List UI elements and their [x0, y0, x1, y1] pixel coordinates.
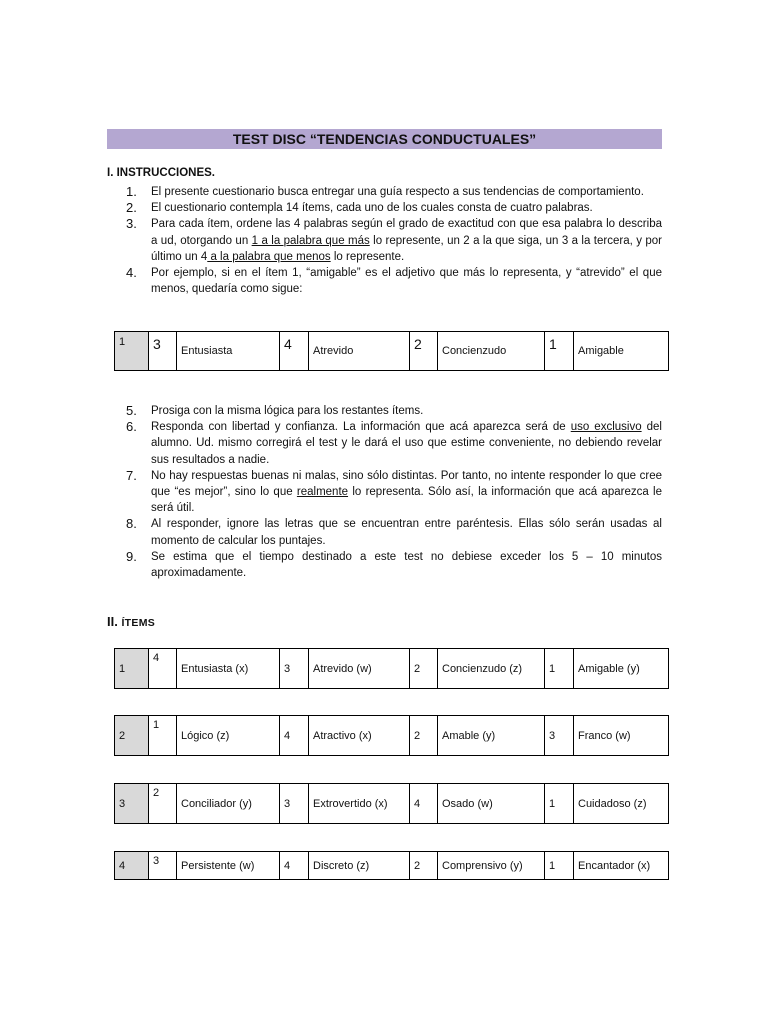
item-word-1: Persistente (w) [177, 852, 280, 880]
item-rank-2: 3 [280, 649, 309, 689]
instruction-item [126, 200, 662, 216]
example-word-2: Atrevido [309, 332, 410, 371]
instruction-item [126, 549, 662, 581]
section-items-roman: II. [107, 614, 118, 629]
item-word-3: Concienzudo (z) [438, 649, 545, 689]
item-number: 1 [115, 649, 149, 689]
item-word-1: Conciliador (y) [177, 784, 280, 824]
instruction-emphasis: uso exclusivo [570, 421, 642, 434]
instruction-number: 4. [126, 265, 137, 281]
instruction-text: lo representa. Sólo así, la información que acá aparezca le será útil. [151, 486, 662, 515]
instruction-item [126, 403, 662, 419]
instruction-text: No hay respuestas buenas ni malas, sino sólo distintas. Por tanto, no intente responder lo que cree que “es mejor”, sino lo que [151, 469, 662, 499]
instruction-text: Para cada ítem, ordene las 4 palabras según el grado de exactitud con que esa palabra lo describa a ud, otorgando un [151, 218, 662, 247]
instructions-list-b [126, 403, 662, 581]
item-word-2: Atrevido (w) [309, 649, 410, 689]
instruction-number: 5. [126, 403, 137, 418]
instruction-number: 3. [126, 216, 137, 232]
instruction-text: Prosiga con la misma lógica para los restantes ítems. [151, 405, 424, 417]
instruction-text: El presente cuestionario busca entregar una guía respecto a sus tendencias de comportamiento. [151, 186, 644, 198]
item-rank-1: 2 [149, 784, 177, 824]
instruction-text: El cuestionario contempla 14 ítems, cada uno de los cuales consta de cuatro palabras. [151, 202, 593, 215]
item-word-4: Franco (w) [574, 716, 669, 756]
item-rank-4: 1 [545, 852, 574, 880]
instruction-text: del alumno. Ud. mismo corregirá el test y le dará el uso que estime conveniente, no debiendo revelar sus resultados a nadie. [151, 421, 662, 466]
item-rank-3: 4 [410, 784, 438, 824]
item-rank-2: 3 [280, 784, 309, 824]
instruction-number: 1. [126, 184, 137, 199]
example-table [114, 331, 669, 371]
example-item-number: 1 [115, 332, 149, 371]
item-rank-2: 4 [280, 716, 309, 756]
item-rank-3: 2 [410, 649, 438, 689]
section-instructions-heading: I. INSTRUCCIONES. [107, 167, 215, 179]
item-word-3: Amable (y) [438, 716, 545, 756]
item-word-1: Entusiasta (x) [177, 649, 280, 689]
item-word-2: Discreto (z) [309, 852, 410, 880]
item-rank-3: 2 [410, 716, 438, 756]
instruction-item [126, 184, 662, 200]
item-word-4: Cuidadoso (z) [574, 784, 669, 824]
example-rank-3: 2 [410, 332, 438, 371]
instruction-emphasis: a la palabra que menos [207, 250, 331, 263]
item-table [114, 783, 669, 824]
instruction-item [126, 216, 662, 265]
item-rank-1: 4 [149, 649, 177, 689]
item-rank-3: 2 [410, 852, 438, 880]
item-rank-4: 1 [545, 649, 574, 689]
section-items-heading [107, 614, 155, 629]
example-rank-4: 1 [545, 332, 574, 371]
example-word-4: Amigable [574, 332, 669, 371]
item-word-2: Atractivo (x) [309, 716, 410, 756]
instruction-text: lo represente. [330, 250, 405, 263]
item-word-3: Comprensivo (y) [438, 852, 545, 880]
example-rank-2: 4 [280, 332, 309, 371]
example-rank-1: 3 [149, 332, 177, 371]
instruction-number: 9. [126, 548, 137, 564]
instruction-emphasis: realmente [296, 486, 349, 499]
item-rank-1: 3 [149, 852, 177, 880]
example-word-3: Concienzudo [438, 332, 545, 371]
item-rank-2: 4 [280, 852, 309, 880]
instruction-text: Responda con libertad y confianza. La información que acá aparezca será de [151, 421, 571, 434]
instruction-number: 7. [126, 467, 137, 483]
instruction-item [126, 419, 662, 468]
instruction-text: lo represente, un 2 a la que siga, un 3 a la tercera, y por último un 4 [151, 234, 662, 263]
page-title: TEST DISC “TENDENCIAS CONDUCTUALES” [107, 129, 662, 149]
item-word-4: Amigable (y) [574, 649, 669, 689]
section-items-label: ÍTEMS [121, 617, 156, 629]
item-word-3: Osado (w) [438, 784, 545, 824]
instruction-item [126, 265, 662, 297]
example-word-1: Entusiasta [177, 332, 280, 371]
item-rank-4: 1 [545, 784, 574, 824]
instruction-text: Por ejemplo, si en el ítem 1, “amigable” es el adjetivo que más lo representa, y “atrevido” el que menos, quedaría como sigue: [151, 267, 662, 296]
item-table [114, 715, 669, 756]
instruction-text: Se estima que el tiempo destinado a este test no debiese exceder los 5 – 10 minutos aproximadamente. [151, 550, 662, 580]
instruction-number: 8. [126, 516, 137, 532]
instruction-text: Al responder, ignore las letras que se encuentran entre paréntesis. Ellas sólo serán usadas al momento de calcular los puntajes. [151, 518, 662, 547]
item-rank-1: 1 [149, 716, 177, 756]
instruction-number: 6. [126, 419, 137, 435]
item-number: 4 [115, 852, 149, 880]
instructions-list-a [126, 184, 662, 297]
item-word-4: Encantador (x) [574, 852, 669, 880]
item-number: 3 [115, 784, 149, 824]
instruction-emphasis: 1 a la palabra que más [251, 234, 370, 247]
instruction-item [126, 468, 662, 517]
instruction-item [126, 516, 662, 548]
item-word-2: Extrovertido (x) [309, 784, 410, 824]
item-table [114, 851, 669, 880]
item-table [114, 648, 669, 689]
item-rank-4: 3 [545, 716, 574, 756]
instruction-number: 2. [126, 200, 137, 216]
item-word-1: Lógico (z) [177, 716, 280, 756]
item-number: 2 [115, 716, 149, 756]
